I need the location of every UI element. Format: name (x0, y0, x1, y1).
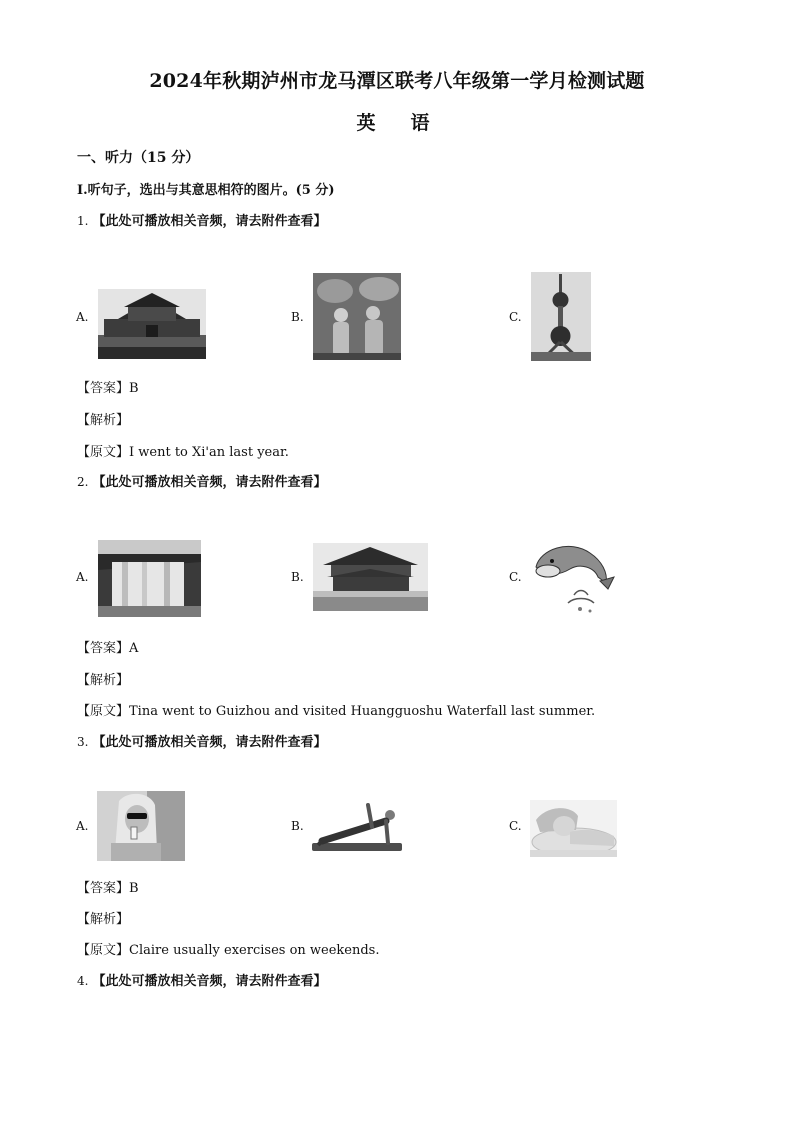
analysis-label-1: 【解析】 (77, 413, 130, 428)
audio-note: 【此处可播放相关音频，请去附件查看】 (92, 974, 327, 989)
question-number: 4. (77, 974, 89, 988)
original-label: 【原文】 (77, 445, 130, 460)
question-2-prompt (77, 471, 326, 490)
question-number: 3. (77, 735, 89, 749)
exam-title: 2024年秋期泸州市龙马潭区联考八年级第一学月检测试题 (149, 70, 645, 92)
dolphin-image (530, 537, 622, 615)
option-label-c: C. (509, 819, 522, 833)
answer-line-2 (77, 637, 138, 656)
answer-value: B (129, 381, 139, 396)
option-label-c: C. (509, 310, 522, 324)
option-label-b: B. (291, 819, 304, 833)
woman-exercising-image (312, 799, 402, 855)
question-number: 2. (77, 475, 89, 489)
original-label: 【原文】 (77, 704, 130, 719)
forbidden-city-image (313, 543, 428, 611)
option-label-c: C. (509, 570, 522, 584)
waterfall-image (98, 540, 201, 617)
oriental-pearl-tower-image (531, 272, 591, 361)
option-label-b: B. (291, 570, 304, 584)
answer-value: A (129, 641, 139, 656)
woman-sleeping-image (530, 800, 617, 857)
answer-label: 【答案】 (77, 641, 130, 656)
answer-label: 【答案】 (77, 881, 130, 896)
answer-line-3 (77, 877, 139, 896)
original-line-3 (77, 939, 379, 958)
woman-drinking-image (97, 791, 185, 861)
option-label-a: A. (76, 310, 89, 324)
original-line-2 (77, 700, 595, 719)
original-text: Tina went to Guizhou and visited Huangguoshu Waterfall last summer. (129, 704, 596, 719)
answer-value: B (129, 881, 139, 896)
answer-label: 【答案】 (77, 381, 130, 396)
analysis-label-2: 【解析】 (77, 673, 130, 688)
audio-note: 【此处可播放相关音频，请去附件查看】 (92, 735, 327, 750)
option-label-a: A. (76, 570, 89, 584)
audio-note: 【此处可播放相关音频，请去附件查看】 (92, 214, 327, 229)
section-heading-listening: 一、听力（15 分） (77, 150, 200, 166)
original-line-1 (77, 441, 289, 460)
analysis-label-3: 【解析】 (77, 912, 130, 927)
original-label: 【原文】 (77, 943, 130, 958)
option-label-b: B. (291, 310, 304, 324)
question-number: 1. (77, 214, 89, 228)
terracotta-warriors-image (313, 273, 401, 360)
question-4-prompt (77, 970, 326, 989)
answer-line-1 (77, 377, 139, 396)
option-label-a: A. (76, 819, 89, 833)
subject-title: 英 语 (356, 112, 438, 134)
original-text: I went to Xi'an last year. (129, 445, 289, 460)
original-text: Claire usually exercises on weekends. (129, 943, 380, 958)
tiananmen-image (98, 289, 206, 359)
question-1-prompt (77, 210, 326, 229)
part-instruction: Ⅰ.听句子，选出与其意思相符的图片。(5 分) (77, 183, 335, 198)
audio-note: 【此处可播放相关音频，请去附件查看】 (92, 475, 327, 490)
question-3-prompt (77, 731, 326, 750)
